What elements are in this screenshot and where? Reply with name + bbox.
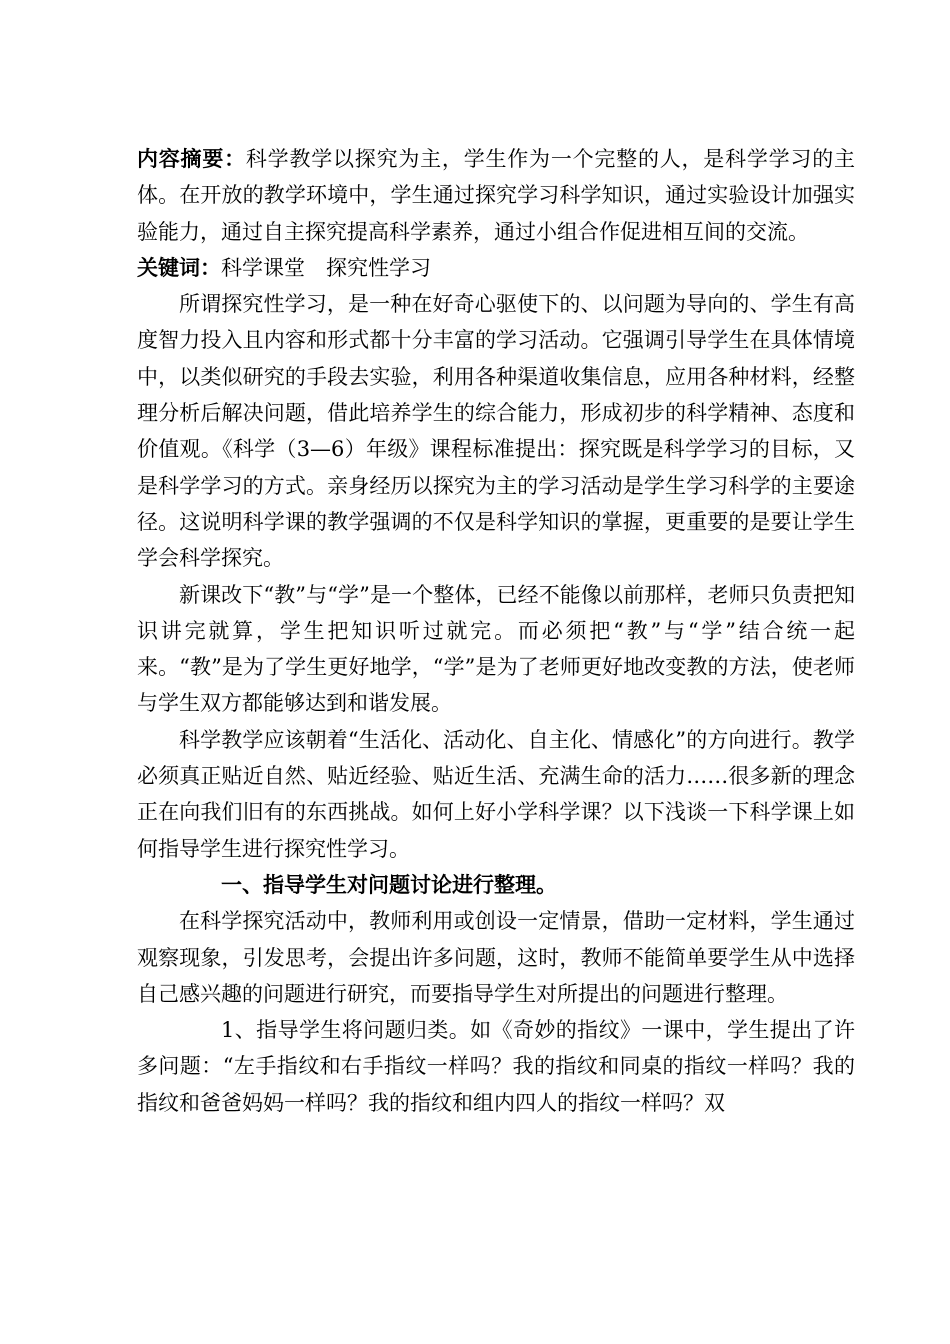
abstract-paragraph bbox=[137, 141, 855, 250]
keywords-label: 关键词： bbox=[137, 254, 221, 280]
section-heading-1: 一、指导学生对问题讨论进行整理。 bbox=[221, 871, 557, 897]
abstract-label: 内容摘要： bbox=[137, 146, 246, 171]
section-1-paragraph: 在科学探究活动中，教师利用或创设一定情景，借助一定材料，学生通过观察现象，引发思考，会提出许多问题，这时，教师不能简单要学生从中选择自己感兴趣的问题进行研究，而要指导学生对所提出的问题进行整理。 bbox=[137, 909, 855, 1006]
abstract-text: 科学教学以探究为主，学生作为一个完整的人，是科学学习的主体。在开放的教学环境中，学生通过探究学习科学知识，通过实验设计加强实验能力，通过自主探究提高科学素养，通过小组合作促进相互间的交流。 bbox=[137, 147, 855, 244]
body-paragraph-1: 所谓探究性学习，是一种在好奇心驱使下的、以问题为导向的、学生有高度智力投入且内容和形式都十分丰富的学习活动。它强调引导学生在具体情境中，以类似研究的手段去实验，利用各种渠道收集信息，应用各种材料，经整理分析后解决问题，借此培养学生的综合能力，形成初步的科学精神、态度和价值观。《科学（3—6）年级》课程标准提出：探究既是科学学习的目标，又是科学学习的方式。亲身经历以探究为主的学习活动是学生学习科学的主要途径。这说明科学课的教学强调的不仅是科学知识的掌握，更重要的是要让学生学会科学探究。 bbox=[137, 292, 855, 571]
body-paragraph-2: 新课改下“教”与“学”是一个整体，已经不能像以前那样，老师只负责把知识讲完就算，学生把知识听过就完。而必须把“教”与“学”结合统一起来。“教”是为了学生更好地学，“学”是为了老师更好地改变教的方法，使老师与学生双方都能够达到和谐发展。 bbox=[137, 582, 855, 716]
body-paragraph-3: 科学教学应该朝着“生活化、活动化、自主化、情感化”的方向进行。教学必须真正贴近自然、贴近经验、贴近生活、充满生命的活力……很多新的理念正在向我们旧有的东西挑战。如何上好小学科学课？以下浅谈一下科学课上如何指导学生进行探究性学习。 bbox=[137, 727, 855, 861]
keyword-item: 科学课堂 bbox=[221, 255, 305, 280]
keyword-item: 探究性学习 bbox=[326, 255, 431, 280]
section-1-sub-paragraph: 1、指导学生将问题归类。如《奇妙的指纹》一课中，学生提出了许多问题：“左手指纹和右手指纹一样吗？我的指纹和同桌的指纹一样吗？我的指纹和爸爸妈妈一样吗？我的指纹和组内四人的指纹一样吗？双 bbox=[137, 1018, 855, 1115]
document-page bbox=[137, 141, 855, 1121]
keywords-line bbox=[137, 250, 855, 286]
